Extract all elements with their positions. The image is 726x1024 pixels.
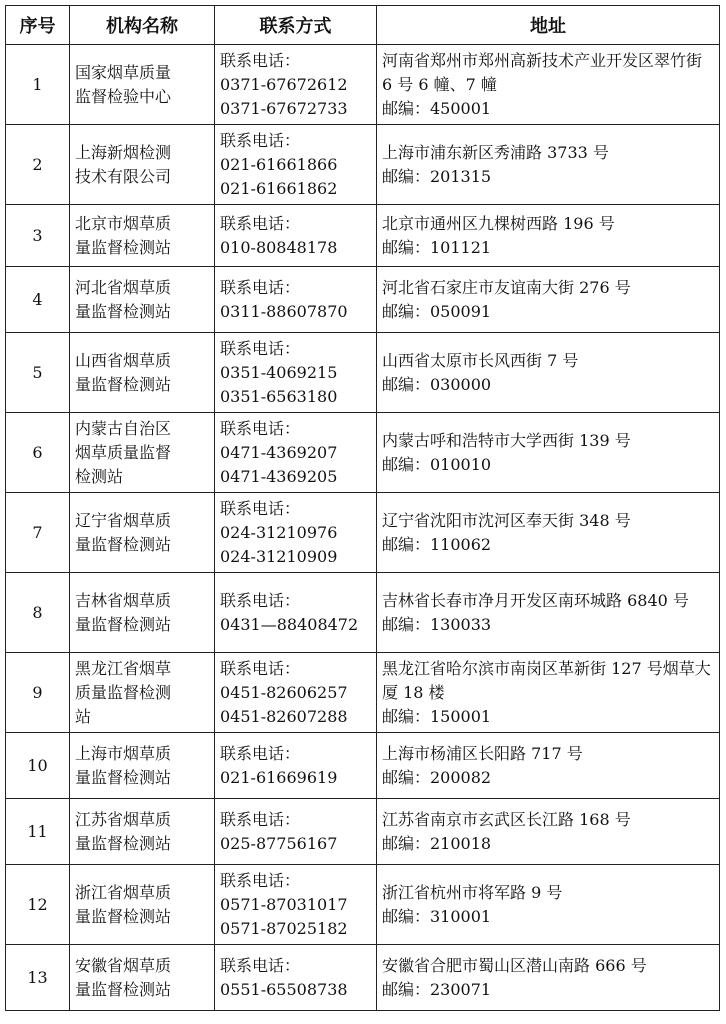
organization-name-line: 辽宁省烟草质 (75, 510, 172, 530)
header-organization-name: 机构名称 (70, 6, 215, 45)
address-line: 邮编：230071 (382, 979, 492, 999)
organization-name-line: 量监督检测站 (75, 534, 172, 554)
address-line: 安徽省合肥市蜀山区潜山南路 666 号 (382, 955, 647, 975)
address-line: 邮编：150001 (382, 706, 492, 726)
contact-cell (215, 799, 377, 865)
contact-cell (215, 125, 377, 205)
table-row (6, 493, 720, 573)
serial-number-cell: 12 (6, 865, 70, 945)
header-contact-method: 联系方式 (215, 6, 377, 45)
serial-number-cell: 6 (6, 413, 70, 493)
table-row (6, 205, 720, 267)
address-line: 邮编：110062 (382, 534, 492, 554)
address-cell (377, 413, 720, 493)
table-body (6, 45, 720, 1011)
organization-name-line: 监督检验中心 (75, 86, 172, 106)
address-line: 上海市浦东新区秀浦路 3733 号 (382, 142, 609, 162)
organization-name-line: 量监督检测站 (75, 833, 172, 853)
contact-line: 0471-4369205 (220, 466, 338, 486)
organization-name-cell (70, 945, 215, 1011)
organization-name-line: 站 (75, 706, 92, 726)
address-line: 浙江省杭州市将军路 9 号 (382, 882, 563, 902)
serial-number-cell: 4 (6, 267, 70, 333)
organization-name-line: 山西省烟草质 (75, 350, 172, 370)
address-line: 河南省郑州市郑州高新技术产业开发区翠竹街 6 号 6 幢、7 幢 (382, 50, 703, 94)
table-row (6, 267, 720, 333)
organization-name-line: 北京市烟草质 (75, 213, 172, 233)
organization-name-line: 量监督检测站 (75, 767, 172, 787)
table-row (6, 333, 720, 413)
serial-number-cell: 10 (6, 733, 70, 799)
contact-cell (215, 267, 377, 333)
organization-name-line: 量监督检测站 (75, 979, 172, 999)
contact-line: 联系电话： (220, 418, 301, 438)
contact-line: 0571-87025182 (220, 918, 348, 938)
contact-line: 0371-67672733 (220, 98, 348, 118)
contact-cell (215, 205, 377, 267)
contact-line: 0371-67672612 (220, 74, 348, 94)
organization-name-cell (70, 865, 215, 945)
table-row (6, 653, 720, 733)
contact-line: 024-31210909 (220, 546, 338, 566)
address-line: 邮编：200082 (382, 767, 492, 787)
contact-table (5, 5, 720, 1011)
address-line: 邮编：210018 (382, 833, 492, 853)
contact-line: 0351-6563180 (220, 386, 338, 406)
organization-name-line: 烟草质量监督 (75, 442, 172, 462)
contact-line: 联系电话： (220, 213, 301, 233)
contact-line: 0451-82607288 (220, 706, 348, 726)
contact-cell (215, 413, 377, 493)
organization-name-cell (70, 653, 215, 733)
serial-number-cell: 2 (6, 125, 70, 205)
address-cell (377, 733, 720, 799)
contact-line: 0311-88607870 (220, 301, 348, 321)
contact-cell (215, 333, 377, 413)
serial-number-cell: 1 (6, 45, 70, 125)
organization-name-cell (70, 45, 215, 125)
contact-line: 联系电话： (220, 809, 301, 829)
contact-cell (215, 865, 377, 945)
address-cell (377, 945, 720, 1011)
serial-number-cell: 7 (6, 493, 70, 573)
organization-name-line: 技术有限公司 (75, 166, 172, 186)
table-row (6, 413, 720, 493)
header-address: 地址 (377, 6, 720, 45)
contact-line: 联系电话： (220, 590, 301, 610)
organization-name-line: 上海市烟草质 (75, 743, 172, 763)
address-cell (377, 573, 720, 653)
organization-name-cell (70, 125, 215, 205)
organization-name-cell (70, 267, 215, 333)
contact-cell (215, 45, 377, 125)
organization-name-cell (70, 205, 215, 267)
address-cell (377, 865, 720, 945)
address-cell (377, 653, 720, 733)
organization-name-line: 质量监督检测 (75, 682, 172, 702)
contact-cell (215, 653, 377, 733)
organization-name-line: 浙江省烟草质 (75, 882, 172, 902)
contact-line: 021-61669619 (220, 767, 338, 787)
organization-name-cell (70, 493, 215, 573)
contact-line: 联系电话： (220, 338, 301, 358)
serial-number-cell: 8 (6, 573, 70, 653)
serial-number-cell: 5 (6, 333, 70, 413)
contact-line: 010-80848178 (220, 237, 338, 257)
contact-cell (215, 493, 377, 573)
organization-name-line: 量监督检测站 (75, 614, 172, 634)
header-row (6, 6, 720, 45)
organization-name-line: 量监督检测站 (75, 906, 172, 926)
organization-name-line: 河北省烟草质 (75, 277, 172, 297)
address-cell (377, 125, 720, 205)
address-line: 吉林省长春市净月开发区南环城路 6840 号 (382, 590, 689, 610)
contact-line: 0551-65508738 (220, 979, 348, 999)
address-line: 邮编：050091 (382, 301, 492, 321)
address-cell (377, 799, 720, 865)
address-line: 北京市通州区九棵树西路 196 号 (382, 213, 615, 233)
organization-name-line: 国家烟草质量 (75, 62, 172, 82)
organization-name-line: 内蒙古自治区 (75, 418, 172, 438)
table-row (6, 865, 720, 945)
address-line: 邮编：030000 (382, 374, 492, 394)
serial-number-cell: 11 (6, 799, 70, 865)
contact-line: 联系电话： (220, 743, 301, 763)
serial-number-cell: 13 (6, 945, 70, 1011)
address-line: 邮编：450001 (382, 98, 492, 118)
table-row (6, 945, 720, 1011)
organization-name-line: 吉林省烟草质 (75, 590, 172, 610)
address-cell (377, 205, 720, 267)
organization-name-line: 量监督检测站 (75, 374, 172, 394)
contact-line: 0351-4069215 (220, 362, 338, 382)
address-line: 河北省石家庄市友谊南大街 276 号 (382, 277, 631, 297)
address-line: 江苏省南京市玄武区长江路 168 号 (382, 809, 631, 829)
organization-name-line: 江苏省烟草质 (75, 809, 172, 829)
contact-line: 025-87756167 (220, 833, 338, 853)
organization-name-cell (70, 799, 215, 865)
contact-line: 联系电话： (220, 50, 301, 70)
organization-name-cell (70, 413, 215, 493)
address-line: 上海市杨浦区长阳路 717 号 (382, 743, 583, 763)
organization-name-cell (70, 733, 215, 799)
contact-line: 0571-87031017 (220, 894, 348, 914)
address-cell (377, 267, 720, 333)
table-header (6, 6, 720, 45)
organization-name-line: 量监督检测站 (75, 237, 172, 257)
organization-name-line: 检测站 (75, 466, 124, 486)
table-row (6, 733, 720, 799)
table-row (6, 799, 720, 865)
contact-line: 021-61661862 (220, 178, 338, 198)
contact-line: 0471-4369207 (220, 442, 338, 462)
contact-line: 021-61661866 (220, 154, 338, 174)
address-cell (377, 333, 720, 413)
address-line: 邮编：310001 (382, 906, 492, 926)
organization-name-cell (70, 333, 215, 413)
contact-line: 联系电话： (220, 955, 301, 975)
address-line: 邮编：130033 (382, 614, 492, 634)
organization-name-line: 黑龙江省烟草 (75, 658, 172, 678)
address-line: 邮编：101121 (382, 237, 492, 257)
contact-line: 联系电话： (220, 498, 301, 518)
contact-line: 0431—88408472 (220, 614, 359, 634)
address-line: 辽宁省沈阳市沈河区奉天街 348 号 (382, 510, 631, 530)
address-line: 山西省太原市长风西街 7 号 (382, 350, 579, 370)
address-line: 黑龙江省哈尔滨市南岗区革新街 127 号烟草大厦 18 楼 (382, 658, 711, 702)
organization-name-line: 量监督检测站 (75, 301, 172, 321)
address-line: 邮编：201315 (382, 166, 492, 186)
contact-line: 0451-82606257 (220, 682, 348, 702)
serial-number-cell: 3 (6, 205, 70, 267)
table-row (6, 125, 720, 205)
address-cell (377, 45, 720, 125)
contact-line: 联系电话： (220, 870, 301, 890)
contact-cell (215, 733, 377, 799)
header-serial-number: 序号 (6, 6, 70, 45)
contact-cell (215, 945, 377, 1011)
table-row (6, 45, 720, 125)
table-row (6, 573, 720, 653)
serial-number-cell: 9 (6, 653, 70, 733)
address-line: 邮编：010010 (382, 454, 492, 474)
organization-name-line: 安徽省烟草质 (75, 955, 172, 975)
address-cell (377, 493, 720, 573)
contact-cell (215, 573, 377, 653)
contact-line: 024-31210976 (220, 522, 338, 542)
contact-line: 联系电话： (220, 658, 301, 678)
contact-line: 联系电话： (220, 277, 301, 297)
organization-name-cell (70, 573, 215, 653)
contact-line: 联系电话： (220, 130, 301, 150)
organization-name-line: 上海新烟检测 (75, 142, 172, 162)
address-line: 内蒙古呼和浩特市大学西街 139 号 (382, 430, 631, 450)
